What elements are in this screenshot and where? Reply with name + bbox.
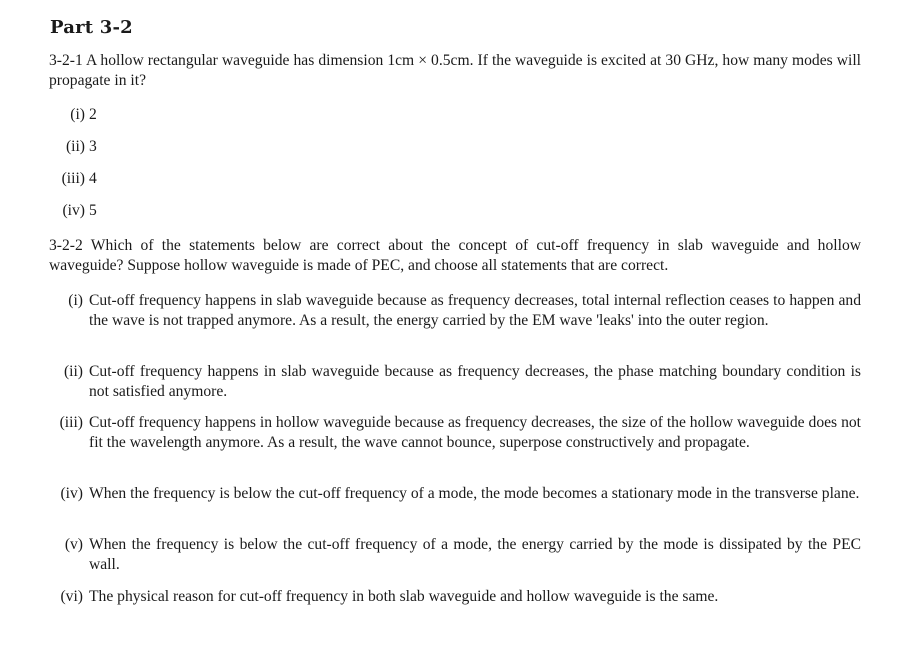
q2-statement-text: Cut-off frequency happens in hollow waveguide because as frequency decreases, the size of the hollow waveguide does not fit the wavelength anymore. As a result, the wave cannot bounce, superpose constructively and propagate. <box>89 414 861 451</box>
question-3-2-2-text: 3-2-2 Which of the statements below are correct about the concept of cut-off frequency in slab waveguide and hollow waveguide? Suppose hollow waveguide is made of PEC, and choose all statements that are correct. <box>49 237 861 274</box>
q2-statement-3 <box>49 413 861 452</box>
q1-option-label: (ii) <box>65 138 85 155</box>
q2-statement-label: (ii) <box>63 363 83 380</box>
q2-statement-1 <box>49 291 861 330</box>
q1-option-label: (i) <box>70 106 85 123</box>
q2-statement-label: (i) <box>68 292 83 309</box>
q1-option-value: 5 <box>89 202 97 219</box>
question-3-2-1-text: 3-2-1 A hollow rectangular waveguide has dimension 1cm × 0.5cm. If the waveguide is excited at 30 GHz, how many modes will propagate in it? <box>49 52 861 89</box>
part-title: Part 3-2 <box>50 17 133 38</box>
q2-statement-5 <box>49 535 861 574</box>
q1-option-value: 4 <box>89 170 97 187</box>
q1-option-value: 2 <box>89 106 97 123</box>
q1-option-label: (iii) <box>61 170 85 187</box>
q2-statement-text: When the frequency is below the cut-off frequency of a mode, the energy carried by the mode is dissipated by the PEC wall. <box>89 536 861 573</box>
q2-statement-label: (v) <box>64 536 83 553</box>
q2-statement-2 <box>49 362 861 401</box>
q2-statement-text: Cut-off frequency happens in slab waveguide because as frequency decreases, the phase matching boundary condition is not satisfied anymore. <box>89 363 861 400</box>
q2-statement-4 <box>49 484 861 504</box>
q2-statement-text: When the frequency is below the cut-off frequency of a mode, the mode becomes a stationary mode in the transverse plane. <box>89 485 860 502</box>
q2-statement-label: (iii) <box>59 414 83 431</box>
q1-option-4 <box>49 201 109 221</box>
q1-option-value: 3 <box>89 138 97 155</box>
q2-statement-text: The physical reason for cut-off frequency in both slab waveguide and hollow waveguide is the same. <box>89 588 719 605</box>
q1-option-1 <box>49 105 109 125</box>
q1-option-2 <box>49 137 109 157</box>
q2-statement-label: (vi) <box>60 588 83 605</box>
q1-option-label: (iv) <box>62 202 85 219</box>
q2-statement-6 <box>49 587 861 607</box>
q1-option-3 <box>49 169 109 189</box>
q2-statement-text: Cut-off frequency happens in slab waveguide because as frequency decreases, total internal reflection ceases to happen and the wave is not trapped anymore. As a result, the energy carried by the EM wave 'leaks' into the outer region. <box>89 292 861 329</box>
q2-statement-label: (iv) <box>60 485 83 502</box>
